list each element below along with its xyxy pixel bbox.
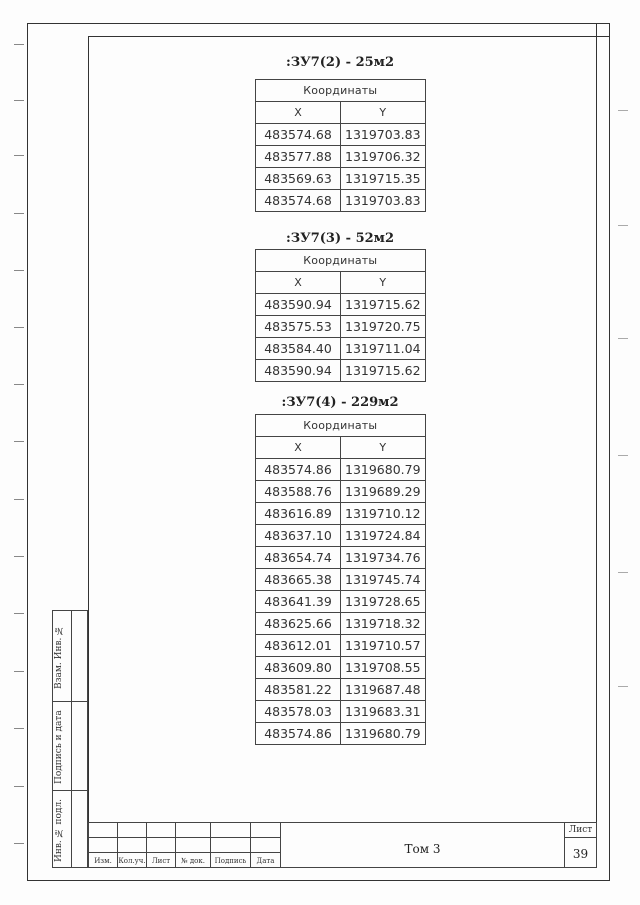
- cell-x: 483625.66: [256, 613, 341, 635]
- coords-table: [255, 249, 426, 382]
- tb-izm-label: Изм.: [94, 857, 112, 865]
- cell-x: 483654.74: [256, 547, 341, 569]
- tb-cell: [210, 837, 251, 853]
- cell-x: 483609.80: [256, 657, 341, 679]
- corner-box: [596, 23, 610, 37]
- margin-mark: [14, 786, 24, 787]
- cell-x: 483581.22: [256, 679, 341, 701]
- column-y-header: Y: [341, 102, 426, 124]
- table-row: [256, 190, 426, 212]
- cell-x: 483584.40: [256, 338, 341, 360]
- margin-mark: [14, 556, 24, 557]
- cell-y: 1319710.57: [341, 635, 426, 657]
- cell-y: 1319706.32: [341, 146, 426, 168]
- cell-y: 1319720.75: [341, 316, 426, 338]
- outer-border-top: [27, 23, 610, 24]
- tb-cell: [88, 837, 118, 853]
- margin-mark: [618, 338, 628, 339]
- cell-y: 1319708.55: [341, 657, 426, 679]
- margin-mark: [618, 225, 628, 226]
- table-header: Координаты: [256, 415, 426, 437]
- cell-y: 1319715.62: [341, 294, 426, 316]
- table-row: [256, 503, 426, 525]
- tb-podpis-label: Подпись: [214, 857, 247, 865]
- cell-x: 483574.86: [256, 459, 341, 481]
- table-row: [256, 635, 426, 657]
- margin-mark: [14, 728, 24, 729]
- table-row: [256, 124, 426, 146]
- coords-table-block: [255, 414, 426, 745]
- table-row: [256, 168, 426, 190]
- sheet-label: Лист: [568, 825, 593, 835]
- table-row: [256, 547, 426, 569]
- tb-cell: [175, 837, 211, 853]
- table-row: [256, 569, 426, 591]
- outer-border-bottom: [27, 880, 610, 881]
- tb-cell: [117, 837, 147, 853]
- margin-mark: [14, 155, 24, 156]
- cell-x: 483612.01: [256, 635, 341, 657]
- coords-table: [255, 414, 426, 745]
- cell-y: 1319715.62: [341, 360, 426, 382]
- cell-y: 1319689.29: [341, 481, 426, 503]
- outer-border-left: [27, 23, 28, 881]
- margin-mark: [14, 441, 24, 442]
- margin-mark: [14, 100, 24, 101]
- title-block: [88, 822, 597, 868]
- table-header: Координаты: [256, 250, 426, 272]
- table-row: [256, 657, 426, 679]
- margin-mark: [14, 384, 24, 385]
- cell-x: 483574.86: [256, 723, 341, 745]
- table-row: [256, 591, 426, 613]
- coords-table-block: [255, 249, 426, 382]
- margin-mark: [618, 572, 628, 573]
- tb-kol-label: Кол.уч.: [118, 857, 146, 865]
- cell-y: 1319734.76: [341, 547, 426, 569]
- tb-cell: [250, 822, 281, 838]
- cell-y: 1319687.48: [341, 679, 426, 701]
- stamp-label: Взам. Инв. №: [54, 624, 64, 690]
- table-row: [256, 360, 426, 382]
- tb-list-label: Лист: [151, 857, 171, 865]
- cell-y: 1319715.35: [341, 168, 426, 190]
- tb-data-label: Дата: [256, 857, 275, 865]
- cell-y: 1319703.83: [341, 190, 426, 212]
- stamp-label: Инв. № подл.: [54, 798, 64, 862]
- volume-label: Том 3: [404, 842, 441, 856]
- cell-y: 1319680.79: [341, 459, 426, 481]
- table-row: [256, 294, 426, 316]
- cell-x: 483590.94: [256, 360, 341, 382]
- table-row: [256, 723, 426, 745]
- margin-mark: [14, 499, 24, 500]
- coords-table-block: [255, 79, 426, 212]
- cell-y: 1319683.31: [341, 701, 426, 723]
- margin-mark: [14, 671, 24, 672]
- cell-y: 1319711.04: [341, 338, 426, 360]
- margin-mark: [14, 327, 24, 328]
- column-x-header: X: [256, 102, 341, 124]
- coords-table: [255, 79, 426, 212]
- table-row: [256, 338, 426, 360]
- cell-x: 483574.68: [256, 124, 341, 146]
- cell-y: 1319728.65: [341, 591, 426, 613]
- cell-x: 483637.10: [256, 525, 341, 547]
- outer-border-right: [609, 23, 610, 881]
- stamp-vzam-inv: [52, 610, 88, 702]
- cell-x: 483590.94: [256, 294, 341, 316]
- margin-mark: [14, 843, 24, 844]
- tb-cell: [250, 837, 281, 853]
- stamp-inv-podl: [52, 790, 88, 868]
- section-title: :ЗУ7(2) - 25м2: [286, 55, 394, 70]
- table-header: Координаты: [256, 80, 426, 102]
- cell-x: 483665.38: [256, 569, 341, 591]
- table-row: [256, 459, 426, 481]
- cell-y: 1319745.74: [341, 569, 426, 591]
- cell-y: 1319703.83: [341, 124, 426, 146]
- table-row: [256, 481, 426, 503]
- cell-y: 1319724.84: [341, 525, 426, 547]
- tb-ndok-label: № док.: [181, 857, 205, 865]
- section-title: :ЗУ7(3) - 52м2: [286, 231, 394, 246]
- cell-y: 1319710.12: [341, 503, 426, 525]
- margin-mark: [14, 270, 24, 271]
- margin-mark: [14, 213, 24, 214]
- table-row: [256, 146, 426, 168]
- cell-x: 483641.39: [256, 591, 341, 613]
- tb-cell: [146, 822, 176, 838]
- margin-mark: [618, 455, 628, 456]
- margin-mark: [14, 613, 24, 614]
- cell-y: 1319718.32: [341, 613, 426, 635]
- tb-cell: [210, 822, 251, 838]
- margin-mark: [14, 44, 24, 45]
- cell-x: 483578.03: [256, 701, 341, 723]
- table-row: [256, 701, 426, 723]
- margin-mark: [618, 110, 628, 111]
- cell-x: 483616.89: [256, 503, 341, 525]
- table-row: [256, 613, 426, 635]
- tb-cell: [146, 837, 176, 853]
- column-y-header: Y: [341, 272, 426, 294]
- table-row: [256, 316, 426, 338]
- margin-mark: [618, 686, 628, 687]
- table-row: [256, 679, 426, 701]
- section-title: :ЗУ7(4) - 229м2: [281, 395, 399, 410]
- stamp-label: Подпись и дата: [54, 710, 64, 784]
- cell-x: 483575.53: [256, 316, 341, 338]
- cell-x: 483588.76: [256, 481, 341, 503]
- table-row: [256, 525, 426, 547]
- tb-cell: [117, 822, 147, 838]
- column-y-header: Y: [341, 437, 426, 459]
- tb-cell: [175, 822, 211, 838]
- cell-x: 483569.63: [256, 168, 341, 190]
- stamp-podpis-data: [52, 701, 88, 791]
- page-number: 39: [572, 847, 589, 861]
- column-x-header: X: [256, 437, 341, 459]
- cell-y: 1319680.79: [341, 723, 426, 745]
- cell-x: 483577.88: [256, 146, 341, 168]
- column-x-header: X: [256, 272, 341, 294]
- cell-x: 483574.68: [256, 190, 341, 212]
- tb-cell: [88, 822, 118, 838]
